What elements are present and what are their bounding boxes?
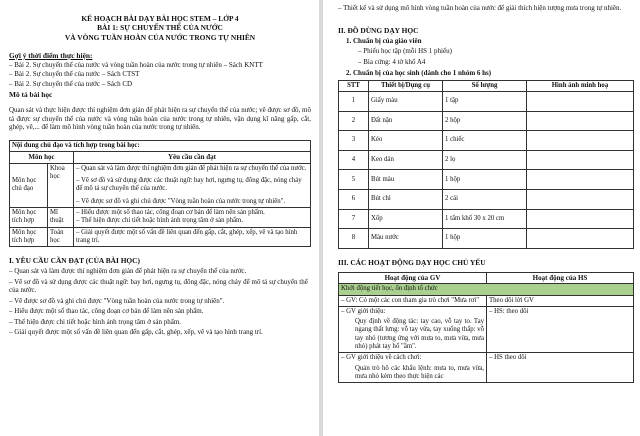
teacher-activity-detail: Quy định về động tác: tay cao, vỗ tay to. Tay ngang thất lưng: vỗ tay vừa, tay xuống thấp: vỗ tay nhỏ (tương ứng với mưa to, mưa vừa, mưa nhỏ) phát tay hổ "ầm". xyxy=(355,318,484,350)
sub-subject-cell: Mĩ thuật xyxy=(48,207,74,227)
quantity-cell: 1 tấm khổ 30 x 20 cm xyxy=(443,209,527,229)
stt-cell: 5 xyxy=(339,170,369,190)
quantity-cell: 2 hộp xyxy=(443,111,527,131)
table-row xyxy=(339,306,634,352)
quantity-cell: 1 tập xyxy=(443,91,527,111)
objective-line: – Vẽ được sơ đồ và ghi chú được "Vòng tuần hoàn của nước trong tự nhiên". xyxy=(9,296,225,305)
sub-subject-cell: Khoa học xyxy=(48,163,74,207)
table-row xyxy=(339,209,634,229)
requirements-cell xyxy=(74,163,311,207)
student-activity-cell: – HS theo dõi xyxy=(487,353,634,383)
requirement-line: – Giải quyết được một số vấn đề liên quan đến gấp, cắt, ghép, xếp, vẽ và tạo hình trang trí. xyxy=(76,228,298,244)
stt-cell: 4 xyxy=(339,150,369,170)
subject-cell: Môn học tích hợp xyxy=(10,227,48,247)
lesson-title xyxy=(9,14,311,42)
title-line-3: VÀ VÒNG TUẦN HOÀN CỦA NƯỚC TRONG TỰ NHIÊN xyxy=(64,32,256,42)
teacher-activity-lead: – GV giới thiệu: xyxy=(341,307,386,315)
stt-cell: 8 xyxy=(339,229,369,249)
item-cell: Đất nặn xyxy=(369,111,443,131)
objective-line: – Hiểu được một số thao tác, công đoạn cơ bản để làm nên sản phẩm. xyxy=(9,307,204,316)
content-table-header-requirements: Yêu cầu cần đạt xyxy=(74,152,311,164)
item-cell: Bút chì xyxy=(369,189,443,209)
equipment-table xyxy=(338,80,634,249)
continued-objective-line: – Thiết kế và sử dụng mô hình vòng tuần hoàn của nước để giải thích hiện tượng mưa trong tự nhiên. xyxy=(338,4,622,12)
reference-line-2: – Bài 2. Sự chuyển thể của nước – Sách CTST xyxy=(9,70,140,79)
image-cell xyxy=(527,189,634,209)
table-row xyxy=(339,229,634,249)
description-heading: Mô tả bài học xyxy=(9,90,53,100)
table-row xyxy=(339,131,634,151)
teacher-prep-item: – Bìa cứng: 4 tờ khổ A4 xyxy=(358,57,426,66)
equipment-header-item: Thiết bị/Dụng cụ xyxy=(369,80,443,91)
requirements-cell xyxy=(74,207,311,227)
stt-cell: 6 xyxy=(339,189,369,209)
image-cell xyxy=(527,209,634,229)
image-cell xyxy=(527,131,634,151)
content-table-header-subject: Môn học xyxy=(10,152,74,164)
table-row xyxy=(339,189,634,209)
content-table-caption: Nội dung chủ đạo và tích hợp trong bài học: xyxy=(10,141,311,152)
time-heading: Gợi ý thời điểm thực hiện: xyxy=(9,50,93,60)
stt-cell: 1 xyxy=(339,91,369,111)
activity-table xyxy=(338,272,634,383)
teacher-activity-cell xyxy=(339,306,487,352)
activity-band-warmup: Khởi động tiết học, ổn định tổ chức xyxy=(339,284,634,295)
quantity-cell: 2 lọ xyxy=(443,150,527,170)
quantity-cell: 1 hộp xyxy=(443,229,527,249)
student-activity-cell: – HS: theo dõi xyxy=(487,306,634,352)
image-cell xyxy=(527,150,634,170)
section-3-heading: III. CÁC HOẠT ĐỘNG DẠY HỌC CHỦ YẾU xyxy=(338,257,486,267)
item-cell: Bút màu xyxy=(369,170,443,190)
reference-line-1: – Bài 2. Sự chuyển thể của nước và vòng tuần hoàn của nước trong tự nhiên – Sách KNTT xyxy=(9,60,263,69)
teacher-prep-item: – Phiếu học tập (mỗi HS 1 phiếu) xyxy=(358,47,452,56)
image-cell xyxy=(527,111,634,131)
requirements-cell xyxy=(74,227,311,247)
quantity-cell: 1 chiếc xyxy=(443,131,527,151)
objective-line: – Quan sát và làm được thí nghiệm đơn giản để phát hiện ra sự chuyển thể của nước. xyxy=(9,267,247,276)
activity-header-teacher: Hoạt động của GV xyxy=(339,272,487,284)
objective-line: – Thể hiện được chi tiết hoặc hình ảnh trọng tâm ở sản phẩm. xyxy=(9,317,182,326)
student-prep-heading: 2. Chuẩn bị của học sinh (dành cho 1 nhóm 6 hs) xyxy=(346,69,492,78)
image-cell xyxy=(527,91,634,111)
document-page-right xyxy=(323,0,640,436)
sub-subject-cell: Toán học xyxy=(48,227,74,247)
requirement-line: – Vẽ sơ đồ và sử dụng được các thuật ngữ: bay hơi, ngưng tụ, đông đặc, nóng chảy để mô tả sự chuyển thể của nước. xyxy=(76,177,302,193)
activity-header-student: Hoạt động của HS xyxy=(487,272,634,284)
requirement-line: – Hiểu được một số thao tác, công đoạn cơ bản để làm nên sản phẩm. xyxy=(76,208,265,216)
table-row xyxy=(10,227,311,247)
equipment-header-quantity: Số lượng xyxy=(443,80,527,91)
table-row xyxy=(339,150,634,170)
title-line-2: BÀI 1: SỰ CHUYỂN THỂ CỦA NƯỚC xyxy=(97,23,223,33)
document-page-left xyxy=(0,0,319,436)
title-line-1: KẾ HOẠCH BÀI DẠY BÀI HỌC STEM – LỚP 4 xyxy=(81,14,239,23)
stt-cell: 7 xyxy=(339,209,369,229)
quantity-cell: 1 hộp xyxy=(443,170,527,190)
subject-cell: Môn học chủ đạo xyxy=(10,163,48,207)
content-table xyxy=(9,140,311,247)
student-activity-cell: Theo dõi lời GV xyxy=(487,295,634,306)
quantity-cell: 2 cái xyxy=(443,189,527,209)
teacher-activity-cell xyxy=(339,295,487,306)
requirement-line: – Vẽ được sơ đồ và ghi chú được "Vòng tuần hoàn của nước trong tự nhiên". xyxy=(76,197,286,205)
section-2-heading: II. ĐỒ DÙNG DẠY HỌC xyxy=(338,25,419,35)
reference-line-3: – Bài 2. Sự chuyển thể của nước – Sách CD xyxy=(9,79,133,88)
stt-cell: 2 xyxy=(339,111,369,131)
table-row xyxy=(339,91,634,111)
equipment-header-stt: STT xyxy=(339,80,369,91)
item-cell: Xốp xyxy=(369,209,443,229)
subject-cell: Môn học tích hợp xyxy=(10,207,48,227)
description-paragraph: Quan sát và thực hiện được thí nghiệm đơn giản để phát hiện ra sự chuyển thể của nước; vẽ được sơ đồ, mô tả được sự chuyển thể của nước và vòng tuần hoàn của nước trong tự nhiên, vận dụng kĩ năng gấp, cắt, ghép, vẽ,... để làm mô hình vòng tuần hoàn của nước trong tự nhiên. xyxy=(9,106,311,132)
item-cell: Giấy màu xyxy=(369,91,443,111)
requirement-line: – Quan sát và làm được thí nghiệm đơn giản để phát hiện ra sự chuyển thể của nước. xyxy=(76,164,307,172)
objective-line: – Giải quyết được một số vấn đề liên quan đến gấp, cắt, ghép, xếp, vẽ và tạo hình trang trí. xyxy=(9,328,263,337)
section-1-heading: I. YÊU CẦU CẦN ĐẠT (CỦA BÀI HỌC) xyxy=(9,256,140,266)
teacher-prep-heading: 1. Chuẩn bị của giáo viên xyxy=(346,36,422,45)
item-cell: Kéo xyxy=(369,131,443,151)
stt-cell: 3 xyxy=(339,131,369,151)
image-cell xyxy=(527,229,634,249)
item-cell: Màu nước xyxy=(369,229,443,249)
teacher-activity-lead: – GV giới thiệu về cách chơi: xyxy=(341,354,422,362)
table-row xyxy=(10,163,311,207)
teacher-activity-lead: – GV: Có một các con tham gia trò chơi "Mưa rơi" xyxy=(341,296,480,304)
table-row xyxy=(339,295,634,306)
teacher-activity-cell xyxy=(339,353,487,383)
teacher-activity-detail: Quản trò hô các khẩu lệnh: mưa to, mưa vừa, mưa nhỏ kèm theo thực hiện các xyxy=(355,364,484,380)
table-row xyxy=(10,207,311,227)
requirement-line: – Thể hiện được chi tiết hoặc hình ảnh trọng tâm ở sản phẩm. xyxy=(76,217,244,225)
objective-line: – Vẽ sơ đồ và sử dụng được các thuật ngữ: bay hơi, ngưng tụ, đông đặc, nóng chảy để mô tả sự chuyển thể của nước. xyxy=(9,277,308,295)
table-row xyxy=(339,111,634,131)
item-cell: Keo dán xyxy=(369,150,443,170)
table-row xyxy=(339,353,634,383)
equipment-header-image: Hình ảnh minh hoạ xyxy=(527,80,634,91)
table-row xyxy=(339,170,634,190)
image-cell xyxy=(527,170,634,190)
